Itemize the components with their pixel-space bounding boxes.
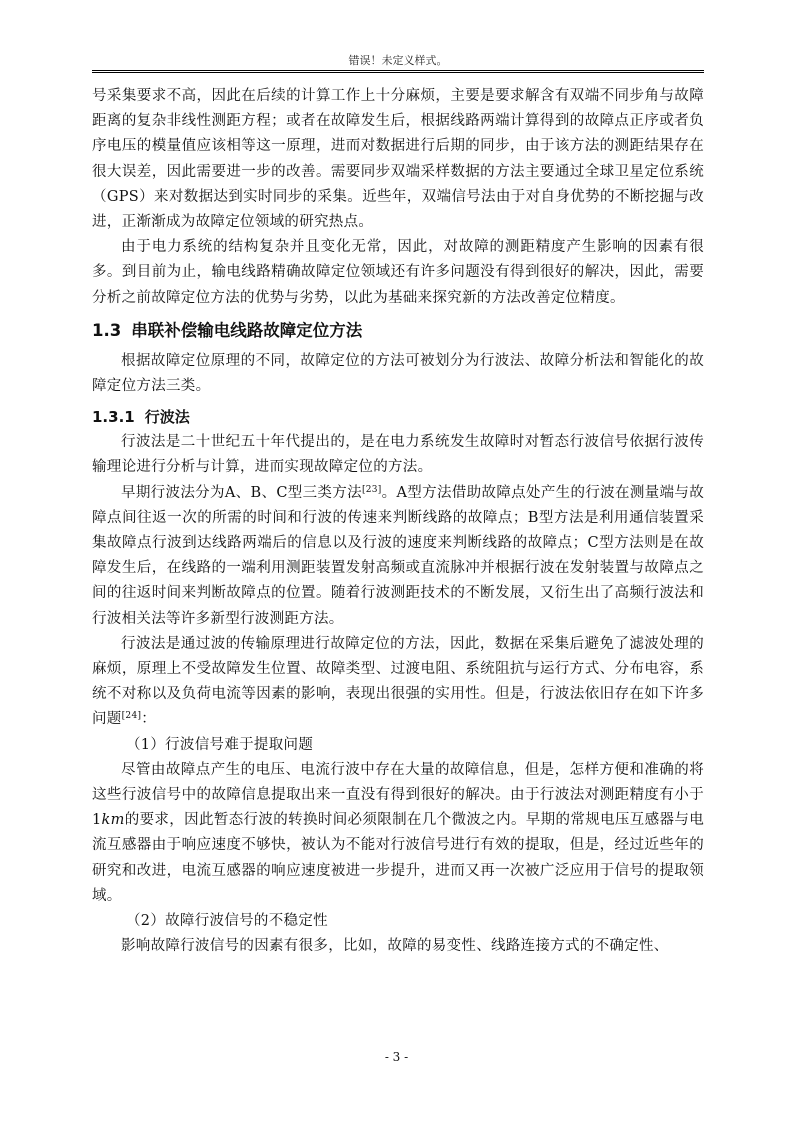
section-heading — [92, 319, 704, 343]
text-run: ： — [141, 711, 157, 728]
subsection-heading — [92, 405, 704, 429]
header-rule — [92, 70, 704, 73]
text-run: 的要求，因此暂态行波的转换时间必须限制在几个微波之内。早期的常规电压互感器与电流互感器由于响应速度不够快，被认为不能对行波信号进行有效的提取，但是，经过近些年的研究和改进，电流互感器的响应速度被进一步提升，进而又再一次被广泛应用于信号的提取领域。 — [92, 812, 704, 904]
running-header: 错误！未定义样式。 — [348, 54, 448, 67]
section-intro: 根据故障定位原理的不同，故障定位的方法可被划分为行波法、故障分析法和智能化的故障定位方法三类。 — [92, 352, 704, 395]
paragraph-continued: 号采集要求不高，因此在后续的计算工作上十分麻烦，主要是要求解含有双端不同步角与故障距离的复杂非线性测距方程；或者在故障发生后，根据线路两端计算得到的故障点正序或者负序电压的模量值应该相等这一原理，进而对数据进行后期的同步，由于该方法的测距结果存在很大误差，因此需要进一步的改善。需要同步双端采样数据的方法主要通过全球卫星定位系统（GPS）来对数据达到实时同步的采集。近些年，双端信号法由于对自身优势的不断挖掘与改进，正渐渐成为故障定位领域的研究热点。 — [92, 88, 704, 231]
subsection-title: 行波法 — [144, 408, 190, 427]
citation-ref: [23] — [361, 484, 382, 495]
paragraph-traveling-wave-def: 行波法是二十世纪五十年代提出的，是在电力系统发生故障时对暂态行波信号依据行波传输理论进行分析与计算，进而实现故障定位的方法。 — [92, 434, 704, 476]
page-body — [92, 84, 704, 960]
list-item-1: （1）行波信号难于提取问题 — [126, 736, 314, 753]
paragraph-abc-methods — [92, 481, 704, 632]
section-number: 1.3 — [92, 320, 122, 340]
paragraph-precision: 由于电力系统的结构复杂并且变化无常，因此，对故障的测距精度产生影响的因素有很多。到目前为止，输电线路精确故障定位领域还有许多问题没有得到很好的解决，因此，需要分析之前故障定位方法的优势与劣势，以此为基础来探究新的方法改善定位精度。 — [92, 239, 704, 306]
section-title: 串联补偿输电线路故障定位方法 — [131, 320, 363, 340]
paragraph-advantages — [92, 632, 704, 733]
paragraph-instability: 影响故障行波信号的因素有很多，比如，故障的易变性、线路连接方式的不确定性、 — [121, 938, 669, 955]
text-run: 早期行波法分为A、B、C型三类方法 — [121, 484, 362, 501]
list-item-2: （2）故障行波信号的不稳定性 — [126, 913, 328, 930]
paragraph-signal-extraction — [92, 758, 704, 909]
text-run: 。A型方法借助故障点处产生的行波在测量端与故障点间往返一次的所需的时间和行波的传速来判断线路的故障点；B型方法是利用通信装置采集故障点行波到达线路两端后的信息以及行波的速度来判断线路的故障点；C型方法则是在故障发生后，在线路的一端利用测距装置发射高频或直流脉冲并根据行波在发射装置与故障点之间的往返时间来判断故障点的位置。随着行波测距技术的不断发展，又衍生出了高频行波法和行波相关法等许多新型行波测距方法。 — [92, 484, 704, 627]
subsection-number: 1.3.1 — [92, 408, 135, 427]
text-run: 尽管由故障点产生的电压、电流行波中存在大量的故障信息，但是，怎样方便和准确的将这些行波信号中的故障信息提取出来一直没有得到很好的解决。由于行波法对测距精度有小于1 — [92, 761, 704, 829]
unit-km: km — [101, 812, 125, 829]
citation-ref: [24] — [121, 711, 142, 722]
text-run: 行波法是通过波的传输原理进行故障定位的方法，因此，数据在采集后避免了滤波处理的麻烦，原理上不受故障发生位置、故障类型、过渡电阻、系统阻抗与运行方式、分布电容，系统不对称以及负荷电流等因素的影响，表现出很强的实用性。但是，行波法依旧存在如下许多问题 — [92, 635, 704, 728]
page-number: - 3 - — [384, 1050, 409, 1064]
